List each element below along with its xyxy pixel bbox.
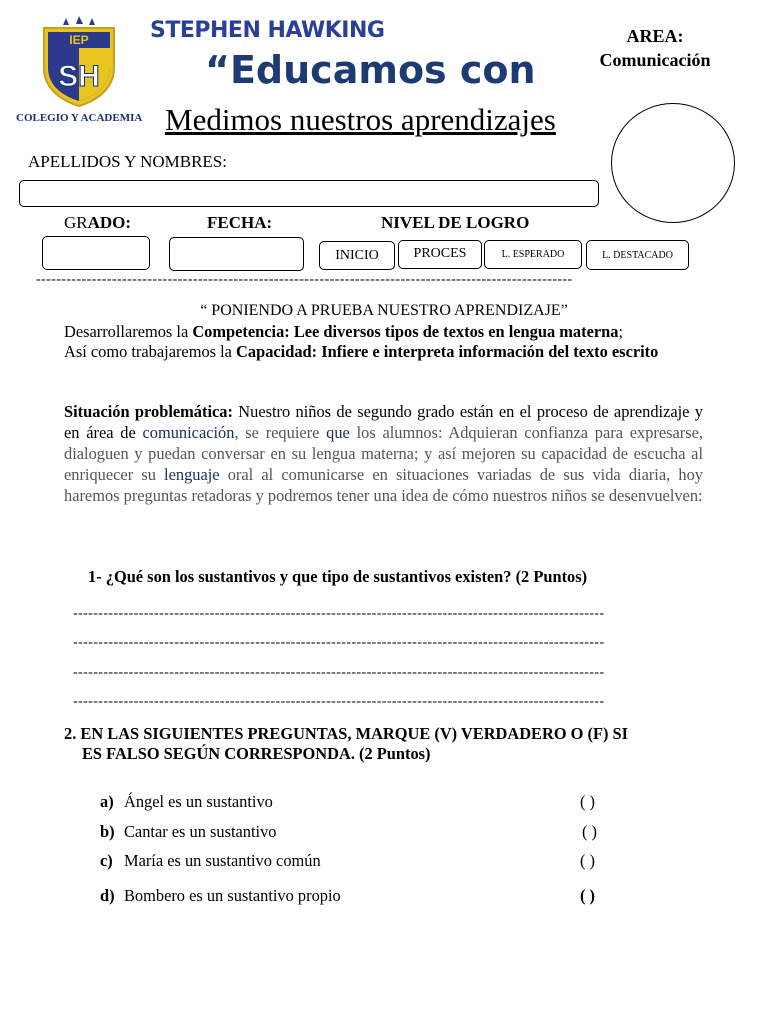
- grado-field[interactable]: [42, 236, 150, 270]
- grado-label: [64, 213, 131, 233]
- level-esperado[interactable]: L. ESPERADO: [484, 240, 582, 269]
- item-letter: c): [100, 851, 113, 870]
- answer-line-2[interactable]: ---------------------------------------------------------------------------------------------------------: [73, 635, 605, 650]
- sit-text-2: , se requiere: [234, 423, 327, 442]
- comp-bold: Competencia: Lee diversos tipos de textos en lengua materna: [192, 322, 619, 341]
- item-b: [100, 822, 277, 842]
- area-block: [580, 24, 730, 72]
- situacion-text: [64, 401, 703, 506]
- area-label: AREA:: [626, 26, 684, 46]
- school-logo: [38, 14, 120, 108]
- sit-text-1: Nuestro niños de segundo grado están en el proceso de aprendizaje y en área de: [64, 402, 703, 442]
- item-text: Cantar es un sustantivo: [124, 822, 277, 841]
- separator-line: ----------------------------------------------------------------------------------------------------------: [36, 272, 573, 287]
- logo-badge: IEP: [69, 33, 89, 47]
- item-c: [100, 851, 321, 871]
- cap-pre: Así como trabajaremos la: [64, 342, 237, 361]
- answer-c[interactable]: ( ): [580, 851, 596, 870]
- fecha-label: FECHA:: [207, 213, 273, 232]
- grado-label-start: GR: [64, 213, 88, 232]
- sit-label: Situación problemática:: [64, 402, 233, 421]
- level-inicio[interactable]: INICIO: [319, 241, 395, 270]
- level-destacado[interactable]: L. DESTACADO: [586, 240, 689, 270]
- item-a: [100, 792, 273, 812]
- name-label: APELLIDOS Y NOMBRES:: [28, 152, 227, 171]
- sit-word-3: lenguaje: [164, 465, 220, 484]
- item-letter: b): [100, 822, 115, 841]
- competencia-text: [64, 322, 703, 342]
- item-text: Bombero es un sustantivo propio: [124, 886, 341, 905]
- item-letter: d): [100, 886, 115, 905]
- level-proceso[interactable]: PROCES: [398, 240, 482, 269]
- logo-initials: SH: [58, 60, 100, 93]
- item-letter: a): [100, 792, 114, 811]
- question-1: 1- ¿Qué son los sustantivos y que tipo de sustantivos existen? (2 Puntos): [88, 567, 588, 586]
- item-text: Ángel es un sustantivo: [124, 792, 273, 811]
- cap-bold: Capacidad: Infiere e interpreta información del texto escrito: [236, 342, 659, 361]
- item-text: María es un sustantivo común: [124, 851, 321, 870]
- sit-text-3: los alumnos: Adquieran confianza para expresarse, dialoguen y puedan conversar en su lengua materna; y así mejoren su capacidad de escucha al enriquecer su: [64, 423, 703, 484]
- answer-line-4[interactable]: ---------------------------------------------------------------------------------------------------------: [73, 694, 605, 709]
- school-name: STEPHEN HAWKING: [150, 18, 385, 43]
- answer-a[interactable]: ( ): [580, 792, 596, 811]
- fecha-field[interactable]: [169, 237, 304, 271]
- answer-d[interactable]: ( ): [580, 886, 596, 905]
- answer-line-1[interactable]: ---------------------------------------------------------------------------------------------------------: [73, 606, 605, 621]
- slogan: “Educamos con: [205, 48, 536, 92]
- comp-pre: Desarrollaremos la: [64, 322, 193, 341]
- school-type: COLEGIO Y ACADEMIA: [16, 112, 143, 124]
- answer-b[interactable]: ( ): [582, 822, 598, 841]
- answer-line-3[interactable]: ---------------------------------------------------------------------------------------------------------: [73, 665, 605, 680]
- grado-label-end: ADO:: [87, 213, 132, 232]
- nivel-label: NIVEL DE LOGRO: [381, 213, 530, 232]
- sit-text-4: oral al comunicarse en situaciones variadas de sus vida diaria, hoy haremos preguntas retadoras y podremos tener una idea de cómo nuestros niños se desenvuelven:: [64, 465, 703, 505]
- question-2: [64, 724, 703, 764]
- photo-circle: [611, 103, 735, 223]
- name-field[interactable]: [19, 180, 599, 207]
- question-2-line-2: ES FALSO SEGÚN CORRESPONDA. (2 Puntos): [82, 744, 431, 763]
- comp-end: ;: [618, 322, 624, 341]
- sit-word-2: que: [326, 423, 350, 442]
- intro-heading: “ PONIENDO A PRUEBA NUESTRO APRENDIZAJE”: [200, 302, 568, 319]
- sit-word-1: comunicación: [142, 423, 235, 442]
- area-value: Comunicación: [599, 50, 711, 70]
- page-title: Medimos nuestros aprendizajes: [165, 102, 556, 137]
- item-d: [100, 886, 341, 906]
- capacidad-text: [64, 342, 703, 362]
- question-2-line-1: 2. EN LAS SIGUIENTES PREGUNTAS, MARQUE (V) VERDADERO O (F) SI: [64, 724, 629, 743]
